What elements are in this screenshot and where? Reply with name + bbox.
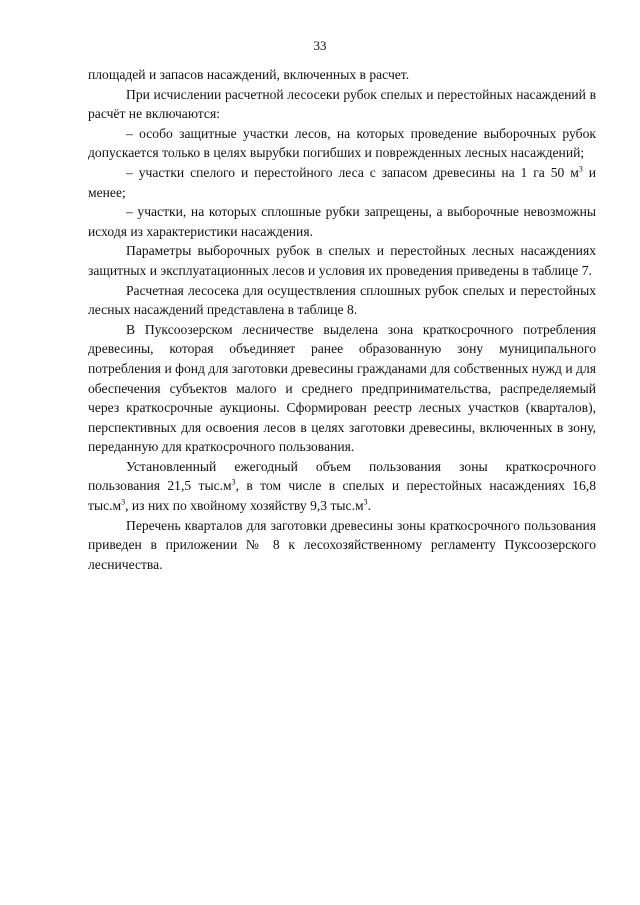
superscript-cubed: 3: [121, 497, 126, 507]
superscript-cubed: 3: [363, 497, 368, 507]
paragraph-exclusion-protective: – особо защитные участки лесов, на которых проведение выборочных рубок допускается только в целях вырубки погибших и поврежденных лесных насаждений;: [88, 125, 596, 161]
paragraph-quarters-list: Перечень кварталов для заготовки древесины зоны краткосрочного пользования приведен в приложении № 8 к лесохозяйственному регламенту Пуксоозерского лесничества.: [88, 517, 596, 572]
paragraph-continuation: площадей и запасов насаждений, включенных в расчет.: [88, 67, 410, 82]
superscript-cubed: 3: [578, 164, 583, 174]
paragraph-selective-params: Параметры выборочных рубок в спелых и перестойных лесных насаждениях защитных и эксплуатационных лесов и условия их проведения приведены в таблице 7.: [88, 243, 596, 278]
paragraph-exclusion-low-stock: – участки спелого и перестойного леса с запасом древесины на 1 га 50 $м^3$ и менее;: [88, 164, 596, 200]
paragraph-short-term-zone: В Пуксоозерском лесничестве выделена зона краткосрочного потребления древесины, которая объединяет ранее образованную зону муниципального потребления и фонд для заготовки древесины гражданами для собственных нужд и для обеспечения субъектов малого и среднего предпринимательства, распределяемый через краткосрочные аукционы. Сформирован реестр лесных участков (кварталов), перспективных для освоения лесов в целях заготовки древесины, включенных в зону, переданную для краткосрочного пользования.: [88, 321, 596, 455]
paragraph-annual-volume: Установленный ежегодный объем пользования зоны краткосрочного пользования 21,5 $тыс.м^3$, в том числе в спелых и перестойных насаждениях 16,8 $тыс.м^3$, из них по хвойному хозяйству 9,3 $тыс.м^3$.: [88, 458, 597, 514]
page-number: 33: [313, 38, 327, 53]
paragraph-exclusion-prohibited: – участки, на которых сплошные рубки запрещены, а выборочные невозможны исходя из характеристики насаждения.: [88, 204, 596, 239]
document-body: [88, 65, 596, 574]
paragraph-exclusions-intro: При исчислении расчетной лесосеки рубок спелых и перестойных насаждений в расчёт не включаются:: [88, 86, 596, 122]
superscript-cubed: 3: [231, 477, 236, 487]
paragraph-clearcut-table: Расчетная лесосека для осуществления сплошных рубок спелых и перестойных лесных насаждений представлена в таблице 8.: [88, 282, 596, 318]
